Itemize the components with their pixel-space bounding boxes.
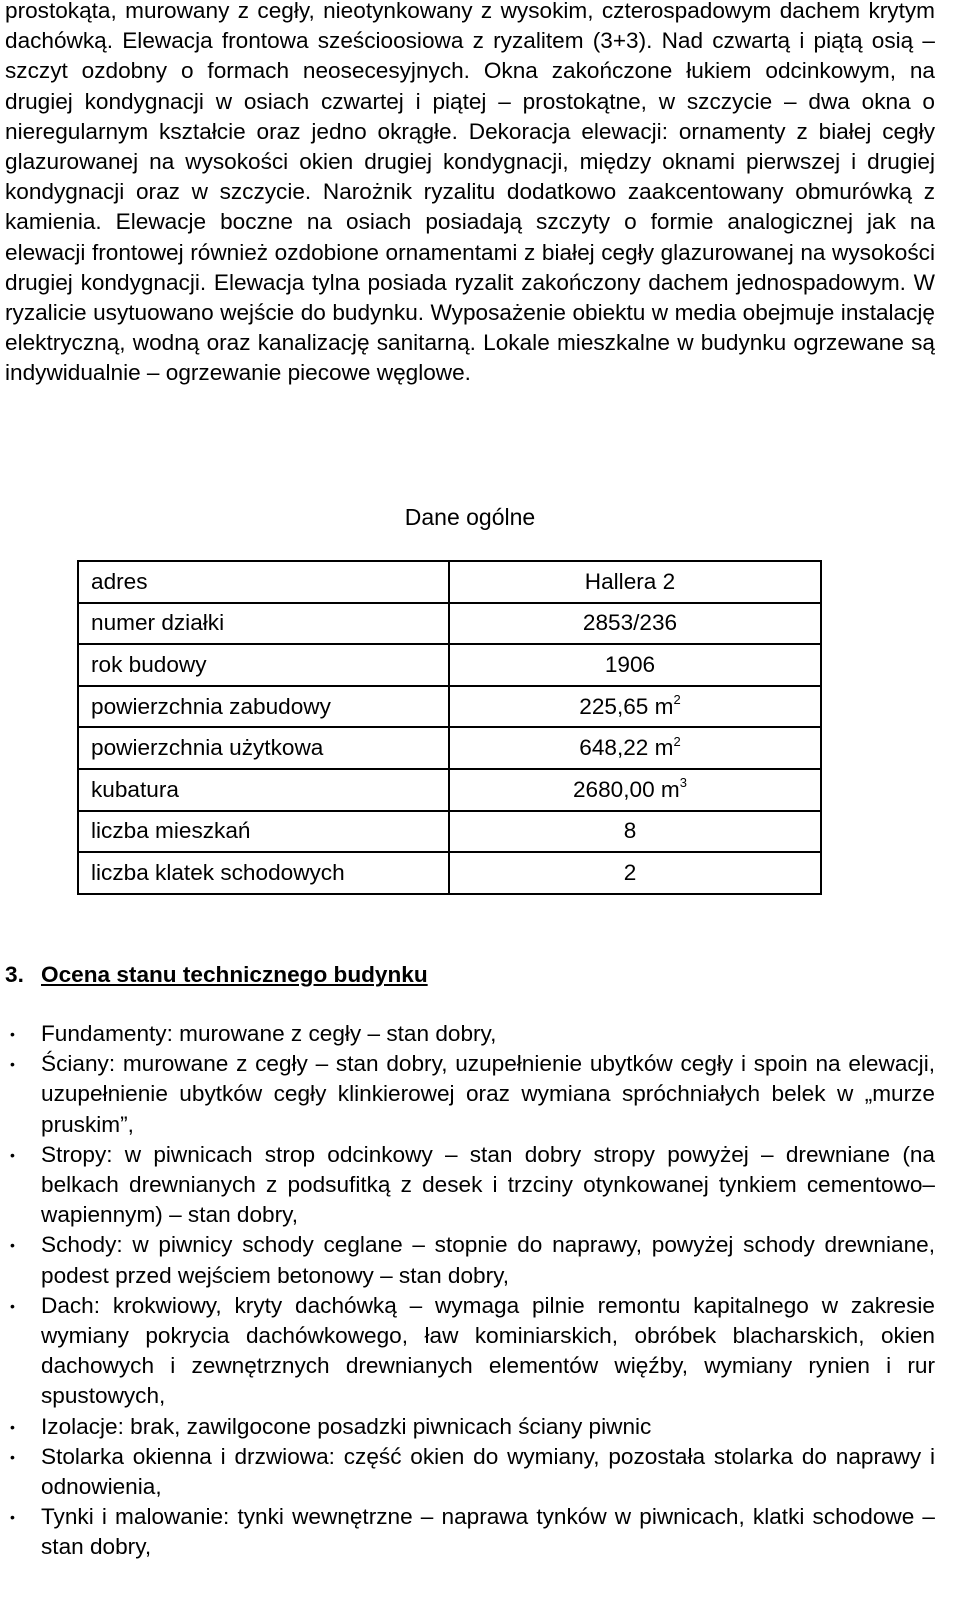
row-value: 8 xyxy=(449,811,821,853)
list-item xyxy=(0,1140,935,1231)
list-item-text: Izolacje: brak, zawilgocone posadzki piwnicach ściany piwnic xyxy=(41,1413,652,1439)
table-row xyxy=(78,686,821,728)
bullet-icon: • xyxy=(10,1026,15,1042)
row-label: rok budowy xyxy=(78,644,449,686)
row-value: 1906 xyxy=(449,644,821,686)
list-item xyxy=(0,1291,935,1412)
list-item xyxy=(0,1049,935,1140)
list-item-text: Stropy: w piwnicach strop odcinkowy – stan dobry stropy powyżej – drewniane (na belkach drewnianych z podsufitką z desek i trzciny otynkowanej tynkiem cementowo–wapiennym) – stan dobry, xyxy=(41,1141,935,1228)
bullet-icon: • xyxy=(10,1056,15,1073)
list-item xyxy=(0,1412,935,1442)
row-label: kubatura xyxy=(78,769,449,811)
bullet-icon: • xyxy=(10,1448,15,1465)
list-item xyxy=(0,1442,935,1502)
table-row xyxy=(78,644,821,686)
row-label: liczba mieszkań xyxy=(78,811,449,853)
row-label: adres xyxy=(78,561,449,603)
list-item-text: Schody: w piwnicy schody ceglane – stopnie do naprawy, powyżej schody drewniane, podest przed wejściem betonowy – stan dobry, xyxy=(41,1232,935,1288)
bullet-icon: • xyxy=(10,1418,15,1435)
list-item-text: Stolarka okienna i drzwiowa: część okien do wymiany, pozostała stolarka do naprawy i odnowienia, xyxy=(41,1443,935,1500)
general-data-table xyxy=(77,560,822,895)
table-row xyxy=(78,727,821,769)
row-value: 225,65 $m^2$ xyxy=(449,686,821,728)
row-value: 2853/236 xyxy=(449,603,821,645)
section-title: Ocena stanu technicznego budynku xyxy=(41,962,428,987)
table-row xyxy=(78,852,821,894)
section-number: 3. xyxy=(5,962,24,987)
row-label: liczba klatek schodowych xyxy=(78,852,449,894)
bullet-icon: • xyxy=(10,1509,15,1526)
row-value: 2680,00 $m^3$ xyxy=(449,769,821,811)
table-row xyxy=(78,811,821,853)
table-row xyxy=(78,561,821,603)
list-item-text: Ściany: murowane z cegły – stan dobry, uzupełnienie ubytków cegły i spoin na elewacji, uzupełnienie ubytków cegły klinkierowej oraz wymiana spróchniałych belek w „murze pruskim”, xyxy=(41,1051,935,1137)
bullet-icon: • xyxy=(10,1237,15,1254)
list-item xyxy=(0,1019,935,1049)
bullet-icon: • xyxy=(10,1297,15,1314)
list-item-text: Tynki i malowanie: tynki wewnętrzne – naprawa tynków w piwnicach, klatki schodowe – stan dobry, xyxy=(41,1504,935,1560)
row-label: powierzchnia użytkowa xyxy=(78,727,449,769)
section-3-heading xyxy=(5,960,428,990)
row-label: powierzchnia zabudowy xyxy=(78,686,449,728)
general-data-heading: Dane ogólne xyxy=(404,504,536,530)
list-item-text: Fundamenty: murowane z cegły – stan dobry, xyxy=(41,1021,497,1046)
table-row xyxy=(78,603,821,645)
intro-paragraph: prostokąta, murowany z cegły, nieotynkowany z wysokim, czterospadowym dachem krytym dachówką. Elewacja frontowa sześcioosiowa z ryzalitem (3+3). Nad czwartą i piątą osią – szczyt ozdobny o formach neosecesyjnych. Okna zakończone łukiem odcinkowym, na drugiej kondygnacji w osiach czwartej i piątej – prostokątne, w szczycie – dwa okna o nieregularnym kształcie oraz jedno okrągłe. Dekoracja elewacji: ornamenty z białej cegły glazurowanej na wysokości okien drugiej kondygnacji, między oknami pierwszej i drugiej kondygnacji oraz w szczycie. Narożnik ryzalitu dodatkowo zaakcentowany obmurówką z kamienia. Elewacje boczne na osiach posiadają szczyty o formie analogicznej jak na elewacji frontowej również ozdobione ornamentami z białej cegły glazurowanej na wysokości drugiej kondygnacji. Elewacja tylna posiada ryzalit zakończony dachem jednospadowym. W ryzalicie usytuowano wejście do budynku. Wyposażenie obiektu w media obejmuje instalację elektryczną, wodną oraz kanalizację sanitarną. Lokale mieszkalne w budynku ogrzewane są indywidualnie – ogrzewanie piecowe węglowe. xyxy=(5,0,935,386)
table-row xyxy=(78,769,821,811)
list-item xyxy=(0,1230,935,1290)
row-label: numer działki xyxy=(78,603,449,645)
row-value: 2 xyxy=(449,852,821,894)
row-value: Hallera 2 xyxy=(449,561,821,603)
list-item xyxy=(0,1502,935,1562)
list-item-text: Dach: krokwiowy, kryty dachówką – wymaga pilnie remontu kapitalnego w zakresie wymiany pokrycia dachówkowego, ław kominiarskich, obróbek blacharskich, okien dachowych i zewnętrznych drewnianych elementów więźby, wymiany rynien i rur spustowych, xyxy=(41,1292,935,1409)
bullet-icon: • xyxy=(10,1146,15,1163)
technical-condition-list xyxy=(0,1019,935,1563)
row-value: 648,22 $m^2$ xyxy=(449,727,821,769)
